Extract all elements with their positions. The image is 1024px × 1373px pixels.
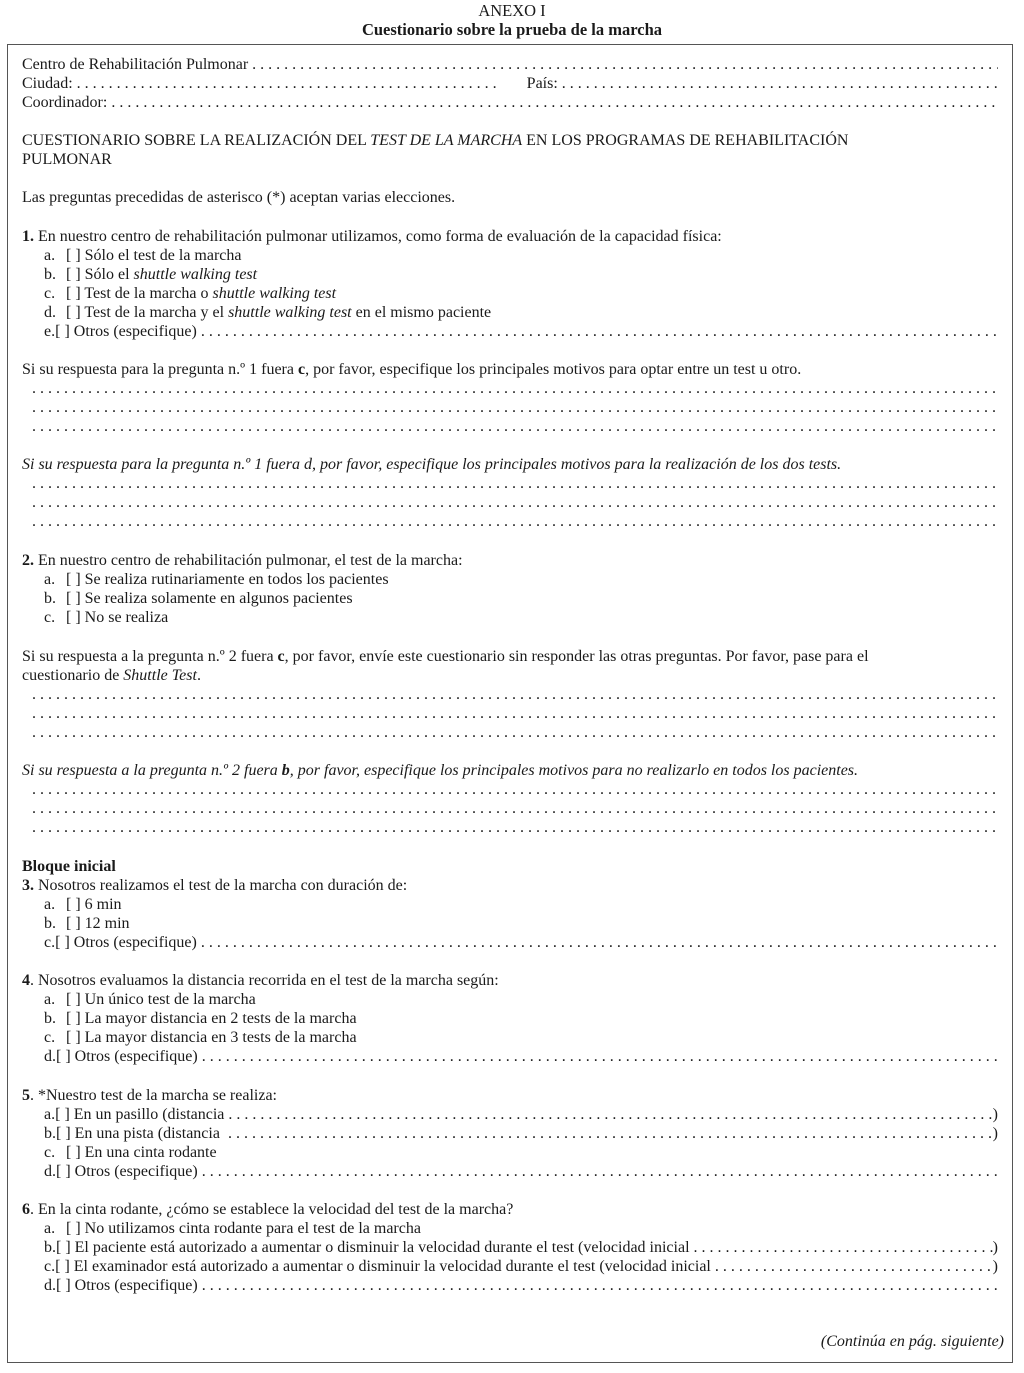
checkbox[interactable]: [ ] xyxy=(66,590,81,607)
checkbox[interactable]: [ ] xyxy=(66,266,81,283)
answer-line[interactable] xyxy=(32,493,998,512)
checkbox[interactable]: [ ] xyxy=(66,609,81,626)
specify-input-line[interactable] xyxy=(202,1276,998,1295)
city-country-row xyxy=(22,74,998,93)
page-title: Cuestionario sobre la prueba de la marcha xyxy=(361,20,663,39)
specify-input-line[interactable] xyxy=(201,322,998,341)
continued-note: (Continúa en pág. siguiente) xyxy=(820,1333,1004,1350)
q5-option-c[interactable]: c. [ ] En una cinta rodante xyxy=(44,1144,217,1161)
question-4: 4 . Nosotros evaluamos la distancia recorrida en el test de la marcha según: xyxy=(22,972,499,989)
question-3: 3. Nosotros realizamos el test de la marcha con duración de: xyxy=(22,877,408,894)
q5-option-d[interactable]: d. [ ] Otros (especifique) . . . xyxy=(44,1162,998,1181)
checkbox[interactable]: [ ] xyxy=(55,1258,70,1275)
center-field[interactable] xyxy=(22,55,998,74)
checkbox[interactable]: [ ] xyxy=(66,1010,81,1027)
city-input-line[interactable] xyxy=(77,74,497,93)
checkbox[interactable]: [ ] xyxy=(55,323,70,340)
answer-line[interactable] xyxy=(32,474,998,493)
q3-option-a[interactable]: a. [ ] 6 min xyxy=(44,896,122,913)
q2-option-a[interactable]: a. [ ] Se realiza rutinariamente en todos los pacientes xyxy=(44,571,389,588)
country-input-line[interactable] xyxy=(562,74,998,93)
intro-note: Las preguntas precedidas de asterisco (*) aceptan varias elecciones. xyxy=(22,189,456,206)
answer-line[interactable] xyxy=(32,417,998,436)
checkbox[interactable]: [ ] xyxy=(56,1277,71,1294)
checkbox[interactable]: [ ] xyxy=(66,1029,81,1046)
country-label: País: xyxy=(526,75,562,92)
answer-line[interactable] xyxy=(32,512,998,531)
checkbox[interactable]: [ ] xyxy=(66,285,81,302)
q3-option-c[interactable]: c. [ ] Otros (especifique) . . . xyxy=(44,933,998,952)
q2-option-b[interactable]: b. [ ] Se realiza solamente en algunos pacientes xyxy=(44,590,353,607)
q1-option-d[interactable]: d. [ ] Test de la marcha y el shuttle walking test en el mismo paciente xyxy=(44,304,492,321)
q1-option-e[interactable]: e. [ ] Otros (especifique) . . . xyxy=(44,322,998,341)
checkbox[interactable]: [ ] xyxy=(66,991,81,1008)
q2-followup-b: Si su respuesta a la pregunta n.º 2 fuera b , por favor, especifique los principales motivos para no realizarlo en todos los pacientes. xyxy=(22,762,859,779)
checkbox[interactable]: [ ] xyxy=(56,1125,71,1142)
q1-option-b[interactable]: b. [ ] Sólo el shuttle walking test xyxy=(44,266,258,283)
q6-option-c[interactable]: c. [ ] El examinador está autorizado a aumentar o disminuir la velocidad durante el test (velocidad inicial . . . ) xyxy=(44,1257,998,1276)
answer-line[interactable] xyxy=(32,818,998,837)
q5-option-b[interactable]: b. [ ] En una pista (distancia . . . ) xyxy=(44,1124,998,1143)
answer-line[interactable] xyxy=(32,398,998,417)
checkbox[interactable]: [ ] xyxy=(56,1048,71,1065)
answer-line[interactable] xyxy=(32,685,998,704)
answer-line[interactable] xyxy=(32,780,998,799)
checkbox[interactable]: [ ] xyxy=(66,915,81,932)
q6-option-a[interactable]: a. [ ] No utilizamos cinta rodante para el test de la marcha xyxy=(44,1220,421,1237)
checkbox[interactable]: [ ] xyxy=(66,1220,81,1237)
q4-option-a[interactable]: a. [ ] Un único test de la marcha xyxy=(44,991,256,1008)
coordinator-field[interactable] xyxy=(22,93,998,112)
coordinator-label: Coordinador: xyxy=(22,94,112,111)
checkbox[interactable]: [ ] xyxy=(66,1144,81,1161)
question-2: 2. En nuestro centro de rehabilitación pulmonar, el test de la marcha: xyxy=(22,552,463,569)
checkbox[interactable]: [ ] xyxy=(66,896,81,913)
q1-option-c[interactable]: c. [ ] Test de la marcha o shuttle walking test xyxy=(44,285,337,302)
q6-option-b[interactable]: b. [ ] El paciente está autorizado a aumentar o disminuir la velocidad durante el test (velocidad inicial . . . ) xyxy=(44,1238,998,1257)
question-1: 1. En nuestro centro de rehabilitación pulmonar utilizamos, como forma de evaluación de la capacidad física: xyxy=(22,228,722,245)
q1-followup-d: Si su respuesta para la pregunta n.º 1 fuera d, por favor, especifique los principales motivos para la realización de los dos tests. xyxy=(22,456,842,473)
q6-option-d[interactable]: d. [ ] Otros (especifique) . . . xyxy=(44,1276,998,1295)
specify-input-line[interactable] xyxy=(201,933,998,952)
checkbox[interactable]: [ ] xyxy=(66,247,81,264)
answer-line[interactable] xyxy=(32,723,998,742)
annex-label: ANEXO I xyxy=(478,1,546,20)
intro-title: CUESTIONARIO SOBRE LA REALIZACIÓN DEL TEST DE LA MARCHA EN LOS PROGRAMAS DE REHABILITACIÓN xyxy=(22,132,849,149)
q5-option-a[interactable]: a. [ ] En un pasillo (distancia . . . ) xyxy=(44,1105,998,1124)
q4-option-d[interactable]: d. [ ] Otros (especifique) . . . xyxy=(44,1047,998,1066)
answer-line[interactable] xyxy=(32,799,998,818)
distance-input-line[interactable] xyxy=(228,1124,993,1143)
q2-followup-c: Si su respuesta a la pregunta n.º 2 fuera c , por favor, envíe este cuestionario sin responder las otras preguntas. Por favor, pase para el xyxy=(22,648,869,665)
checkbox[interactable]: [ ] xyxy=(66,571,81,588)
q4-option-c[interactable]: c. [ ] La mayor distancia en 3 tests de la marcha xyxy=(44,1029,357,1046)
question-5: 5 . *Nuestro test de la marcha se realiza: xyxy=(22,1087,277,1104)
q4-option-b[interactable]: b. [ ] La mayor distancia en 2 tests de la marcha xyxy=(44,1010,357,1027)
city-label: Ciudad: xyxy=(22,75,77,92)
checkbox[interactable]: [ ] xyxy=(56,1239,71,1256)
checkbox[interactable]: [ ] xyxy=(66,304,81,321)
distance-input-line[interactable] xyxy=(228,1105,992,1124)
speed-input-line[interactable] xyxy=(715,1257,993,1276)
checkbox[interactable]: [ ] xyxy=(55,1106,70,1123)
specify-input-line[interactable] xyxy=(202,1162,998,1181)
question-6: 6 . En la cinta rodante, ¿cómo se establece la velocidad del test de la marcha? xyxy=(22,1201,514,1218)
q1-option-a[interactable]: a. [ ] Sólo el test de la marcha xyxy=(44,247,242,264)
answer-line[interactable] xyxy=(32,379,998,398)
speed-input-line[interactable] xyxy=(694,1238,993,1257)
center-label: Centro de Rehabilitación Pulmonar xyxy=(22,56,253,73)
checkbox[interactable]: [ ] xyxy=(56,1163,71,1180)
checkbox[interactable]: [ ] xyxy=(55,934,70,951)
section-title: Bloque inicial xyxy=(22,858,116,875)
q2-followup-c-line2: cuestionario de Shuttle Test . xyxy=(22,667,201,684)
coordinator-input-line[interactable] xyxy=(111,93,998,112)
specify-input-line[interactable] xyxy=(202,1047,998,1066)
q2-option-c[interactable]: c. [ ] No se realiza xyxy=(44,609,169,626)
center-input-line[interactable] xyxy=(252,55,998,74)
answer-line[interactable] xyxy=(32,704,998,723)
q1-followup-c: Si su respuesta para la pregunta n.º 1 fuera c , por favor, especifique los principales motivos para optar entre un test u otro. xyxy=(22,361,802,378)
intro-title-line2: PULMONAR xyxy=(22,151,112,168)
q3-option-b[interactable]: b. [ ] 12 min xyxy=(44,915,130,932)
